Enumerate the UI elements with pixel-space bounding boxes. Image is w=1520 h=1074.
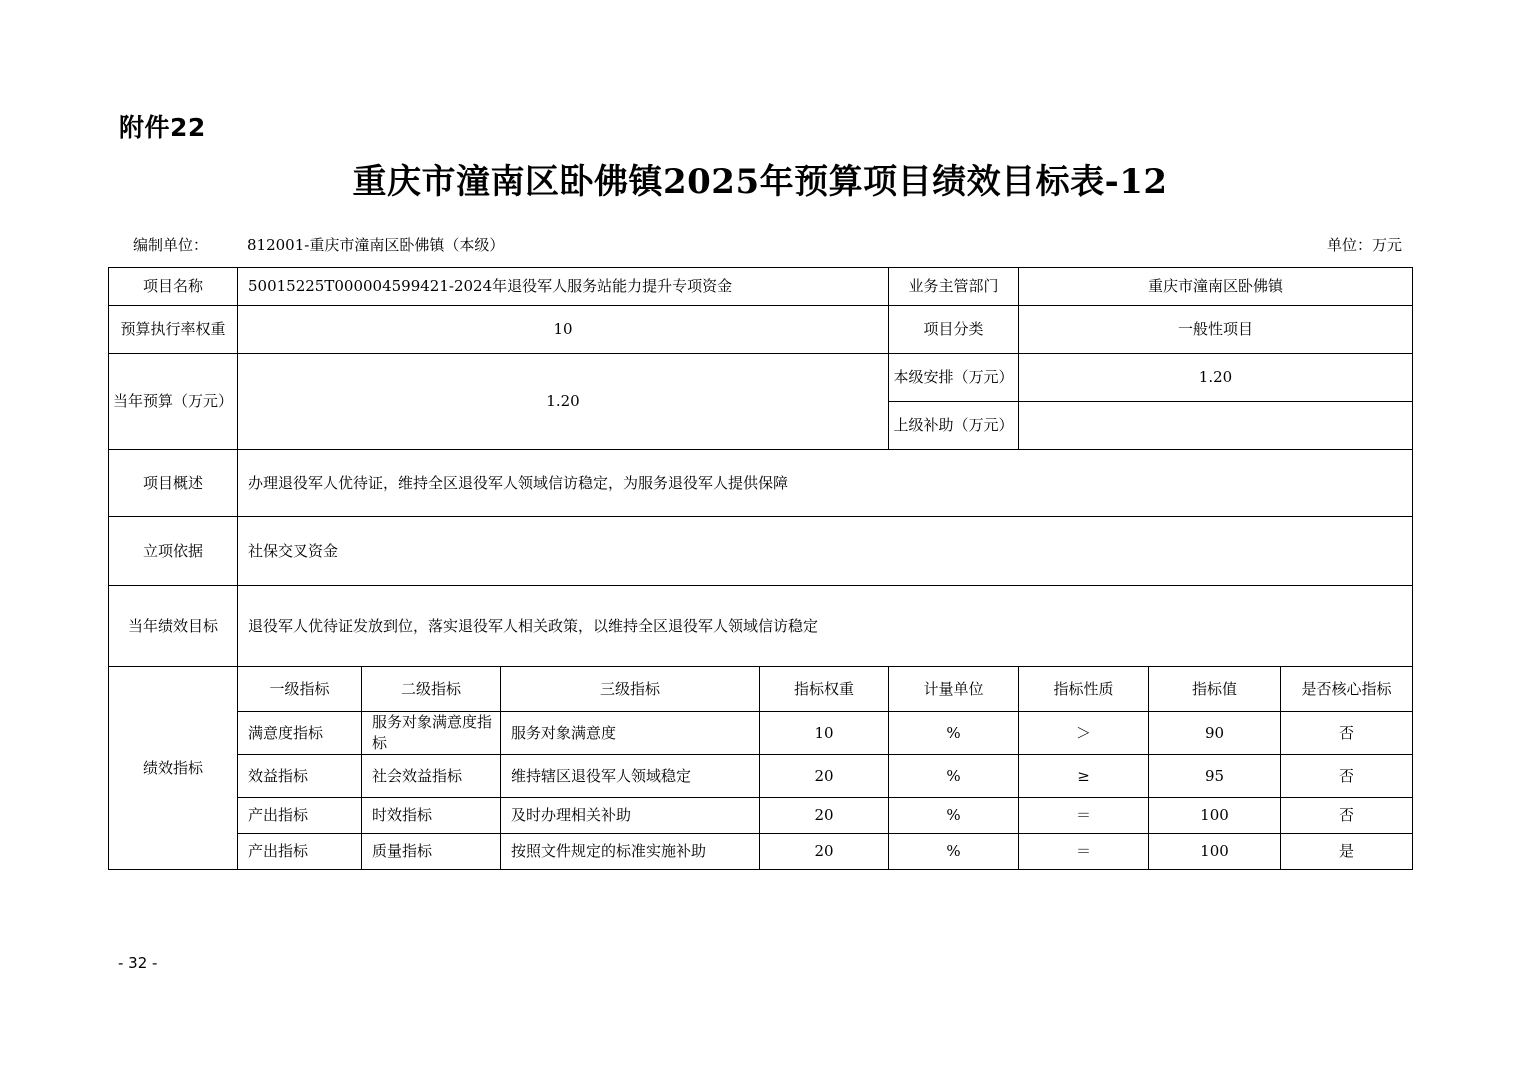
weight-cell: 20 — [760, 755, 889, 798]
level3-cell: 维持辖区退役军人领域稳定 — [501, 755, 760, 798]
value-cell: 90 — [1149, 712, 1281, 755]
local-label: 本级安排（万元） — [889, 354, 1019, 402]
header-level1: 一级指标 — [238, 667, 362, 712]
indicator-row — [109, 834, 1413, 870]
header-core: 是否核心指标 — [1281, 667, 1413, 712]
core-cell: 是 — [1281, 834, 1413, 870]
weight-cell: 10 — [760, 712, 889, 755]
weight-cell: 20 — [760, 834, 889, 870]
dept-label: 业务主管部门 — [889, 268, 1019, 306]
overview-value: 办理退役军人优待证，维持全区退役军人领域信访稳定，为服务退役军人提供保障 — [238, 450, 1413, 517]
row-weight — [109, 306, 1413, 354]
project-name-label: 项目名称 — [109, 268, 238, 306]
header-level3: 三级指标 — [501, 667, 760, 712]
project-name-value: 50015225T000004599421-2024年退役军人服务站能力提升专项资金 — [238, 268, 889, 306]
level1-cell: 产出指标 — [238, 834, 362, 870]
header-value: 指标值 — [1149, 667, 1281, 712]
local-value: 1.20 — [1019, 354, 1413, 402]
budget-value: 1.20 — [238, 354, 889, 450]
level3-cell: 及时办理相关补助 — [501, 798, 760, 834]
performance-target-table — [108, 267, 1413, 870]
nature-cell: ＝ — [1019, 798, 1149, 834]
basis-value: 社保交叉资金 — [238, 517, 1413, 586]
row-budget-local — [109, 354, 1413, 402]
indicator-row — [109, 798, 1413, 834]
row-project-name — [109, 268, 1413, 306]
attachment-label: 附件22 — [119, 113, 206, 142]
indicator-row — [109, 712, 1413, 755]
level1-cell: 产出指标 — [238, 798, 362, 834]
level1-cell: 效益指标 — [238, 755, 362, 798]
category-label: 项目分类 — [889, 306, 1019, 354]
level2-cell: 服务对象满意度指标 — [362, 712, 501, 755]
core-cell: 否 — [1281, 712, 1413, 755]
budget-label: 当年预算（万元） — [109, 354, 238, 450]
upper-label: 上级补助（万元） — [889, 402, 1019, 450]
goal-value: 退役军人优待证发放到位，落实退役军人相关政策，以维持全区退役军人领域信访稳定 — [238, 586, 1413, 667]
core-cell: 否 — [1281, 798, 1413, 834]
unit-cell: % — [889, 834, 1019, 870]
nature-cell: ＞ — [1019, 712, 1149, 755]
header-level2: 二级指标 — [362, 667, 501, 712]
level2-cell: 质量指标 — [362, 834, 501, 870]
nature-cell: ＝ — [1019, 834, 1149, 870]
level2-cell: 社会效益指标 — [362, 755, 501, 798]
org-label: 编制单位： — [133, 236, 209, 254]
goal-label: 当年绩效目标 — [109, 586, 238, 667]
indicator-row — [109, 755, 1413, 798]
unit-label: 单位：万元 — [1326, 236, 1402, 254]
overview-label: 项目概述 — [109, 450, 238, 517]
weight-label: 预算执行率权重 — [109, 306, 238, 354]
row-goal — [109, 586, 1413, 667]
level2-cell: 时效指标 — [362, 798, 501, 834]
header-unit: 计量单位 — [889, 667, 1019, 712]
unit-cell: % — [889, 712, 1019, 755]
basis-label: 立项依据 — [109, 517, 238, 586]
level3-cell: 服务对象满意度 — [501, 712, 760, 755]
indicators-section-label: 绩效指标 — [109, 667, 238, 870]
row-basis — [109, 517, 1413, 586]
value-cell: 95 — [1149, 755, 1281, 798]
level1-cell: 满意度指标 — [238, 712, 362, 755]
category-value: 一般性项目 — [1019, 306, 1413, 354]
header-weight: 指标权重 — [760, 667, 889, 712]
header-nature: 指标性质 — [1019, 667, 1149, 712]
page-number: - 32 - — [118, 954, 158, 972]
nature-cell: ≥ — [1019, 755, 1149, 798]
indicator-header-row — [109, 667, 1413, 712]
value-cell: 100 — [1149, 834, 1281, 870]
org-value: 812001-重庆市潼南区卧佛镇（本级） — [247, 236, 505, 254]
unit-cell: % — [889, 798, 1019, 834]
value-cell: 100 — [1149, 798, 1281, 834]
dept-value: 重庆市潼南区卧佛镇 — [1019, 268, 1413, 306]
document-title: 重庆市潼南区卧佛镇2025年预算项目绩效目标表-12 — [352, 162, 1168, 202]
weight-value: 10 — [238, 306, 889, 354]
unit-cell: % — [889, 755, 1019, 798]
weight-cell: 20 — [760, 798, 889, 834]
level3-cell: 按照文件规定的标准实施补助 — [501, 834, 760, 870]
row-overview — [109, 450, 1413, 517]
core-cell: 否 — [1281, 755, 1413, 798]
upper-value — [1019, 402, 1413, 450]
